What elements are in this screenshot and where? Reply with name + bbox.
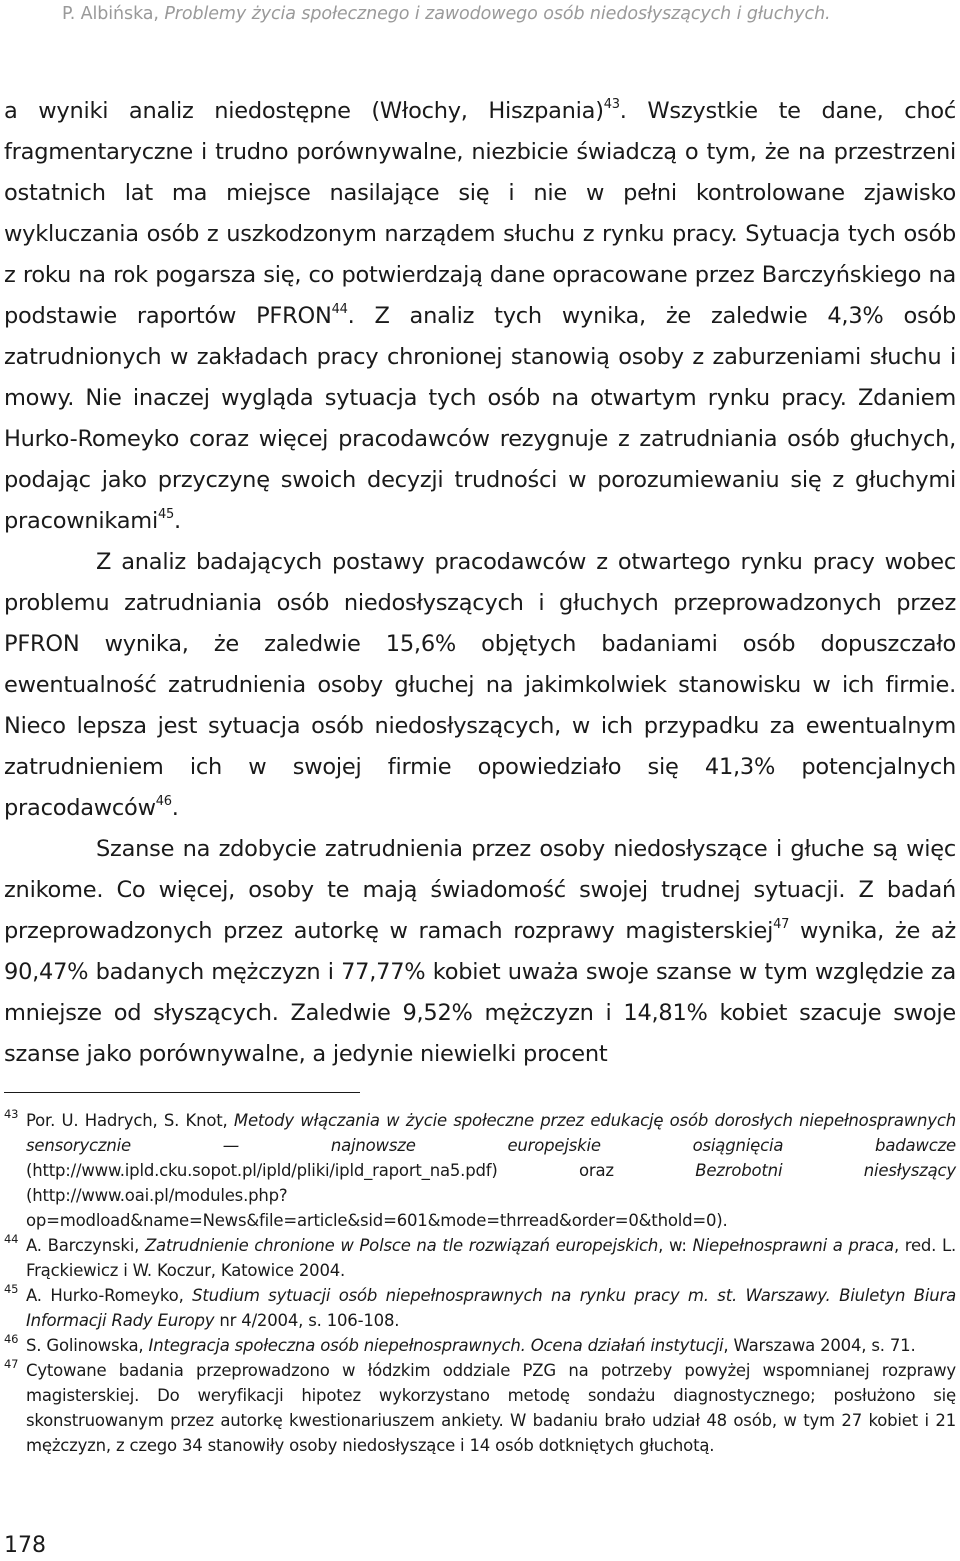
- footnote-title: Niepełnosprawni a praca: [692, 1236, 894, 1255]
- page-number: 178: [4, 1533, 46, 1558]
- main-text: [4, 91, 956, 1075]
- footnote-separator: [4, 1092, 360, 1093]
- footnote-46: [4, 1333, 956, 1358]
- footnote-45: [4, 1283, 956, 1333]
- footnote-ref-46[interactable]: 46: [155, 794, 172, 809]
- footnote-title: Bezrobotni niesłyszący: [695, 1161, 956, 1180]
- paragraph-3: [4, 829, 956, 1075]
- footnote-text: A. Hurko-Romeyko,: [26, 1286, 193, 1305]
- header-author: P. Albińska,: [62, 4, 165, 24]
- footnote-ref-45[interactable]: 45: [157, 507, 175, 522]
- footnote-text: , red. L. Frąckiewicz i W. Koczur, Katowice 2004.: [26, 1236, 957, 1280]
- paragraph-text: a wyniki analiz niedostępne (Włochy, Hiszpania): [4, 98, 604, 124]
- footnote-ref-44[interactable]: 44: [331, 302, 348, 317]
- footnote-number: 45: [4, 1282, 19, 1296]
- paragraph-text: Szanse na zdobycie zatrudnienia przez osoby niedosłyszące i głuche są więc znikome. Co więcej, osoby te mają świadomość swojej trudnej sytuacji. Z badań przeprowadzonych przez autorkę w ramach rozprawy magisterskiej: [4, 836, 956, 944]
- footnote-text: (http://www.ipld.cku.sopot.pl/ipld/pliki/ipld_raport_na5.pdf) oraz: [26, 1161, 696, 1180]
- footnotes: [4, 1108, 956, 1458]
- paragraph-2: [4, 542, 956, 829]
- footnote-ref-47[interactable]: 47: [773, 917, 790, 932]
- paragraph-text: wynika, że aż 90,47% badanych mężczyzn i 77,77% kobiet uważa swoje szanse w tym względzie za mniejsze od słyszących. Zaledwie 9,52% mężczyzn i 14,81% kobiet szacuje swoje szanse jako porównywalne, a jedynie niewielki procent: [4, 918, 956, 1067]
- footnote-title: Metody włączania w życie społeczne przez edukację osób dorosłych niepełnosprawnych sensorycznie — najnowsze europejskie osiągnięcia badawcze: [26, 1111, 956, 1155]
- running-header: [62, 4, 831, 24]
- footnote-number: 47: [4, 1357, 19, 1371]
- footnote-43: [4, 1108, 956, 1233]
- footnote-number: 44: [4, 1232, 19, 1246]
- paragraph-1: [4, 91, 956, 542]
- footnote-title: Zatrudnienie chronione w Polsce na tle rozwiązań europejskich: [144, 1236, 659, 1255]
- header-title: Problemy życia społecznego i zawodowego osób niedosłyszących i głuchych.: [164, 4, 831, 24]
- footnote-text: S. Golinowska,: [26, 1336, 149, 1355]
- footnote-text: Cytowane badania przeprowadzono w łódzkim oddziale PZG na potrzeby powyżej wspomnianej rozprawy magisterskiej. Do weryfikacji hipotez wykorzystano metodę sondażu diagnostycznego; posłużono się skonstruowanym przez autorkę kwestionariuszem ankiety. W badaniu brało udział 48 osób, w tym 27 kobiet i 21 mężczyzn, z czego 34 stanowiły osoby niedosłyszące i 14 osób dotkniętych głuchotą.: [26, 1361, 956, 1455]
- footnote-title: Integracja społeczna osób niepełnosprawnych. Ocena działań instytucji: [148, 1336, 724, 1355]
- footnote-text: A. Barczynski,: [26, 1236, 145, 1255]
- paragraph-text: Z analiz badających postawy pracodawców z otwartego rynku pracy wobec problemu zatrudniania osób niedosłyszących i głuchych przeprowadzonych przez PFRON wynika, że zaledwie 15,6% objętych badaniami osób dopuszczało ewentualność zatrudnienia osoby głuchej na jakimkolwiek stanowisku w ich firmie. Nieco lepsza jest sytuacja osób niedosłyszących, w ich przypadku za ewentualnym zatrudnieniem ich w swojej firmie opowiedziało się 41,3% potencjalnych pracodawców: [4, 549, 956, 821]
- footnote-text: nr 4/2004, s. 106-108.: [214, 1311, 400, 1330]
- footnote-text: , w:: [658, 1236, 693, 1255]
- footnote-text: , Warszawa 2004, s. 71.: [723, 1336, 916, 1355]
- footnote-number: 46: [4, 1332, 19, 1346]
- footnote-text: Por. U. Hadrych, S. Knot,: [26, 1111, 234, 1130]
- footnote-number: 43: [4, 1107, 19, 1121]
- footnote-title: Studium sytuacji osób niepełnosprawnych na rynku pracy m. st. Warszawy. Biuletyn Biura Informacji Rady Europy: [26, 1286, 957, 1330]
- paragraph-text: . Z analiz tych wynika, że zaledwie 4,3% osób zatrudnionych w zakładach pracy chronionej stanowią osoby z zaburzeniami słuchu i mowy. Nie inaczej wygląda sytuacja tych osób na otwartym rynku pracy. Zdaniem Hurko-Romeyko coraz więcej pracodawców rezygnuje z zatrudniania osób głuchych, podając jako przyczynę swoich decyzji trudności w porozumiewaniu się z głuchymi pracownikami: [4, 303, 956, 534]
- paragraph-text: .: [171, 795, 179, 821]
- paragraph-text: . Wszystkie te dane, choć fragmentaryczne i trudno porównywalne, niezbicie świadczą o tym, że na przestrzeni ostatnich lat ma miejsce nasilające się i nie w pełni kontrolowane zjawisko wykluczania osób z uszkodzonym narządem słuchu z rynku pracy. Sytuacja tych osób z roku na rok pogarsza się, co potwierdzają dane opracowane przez Barczyńskiego na podstawie raportów PFRON: [4, 98, 956, 329]
- footnote-44: [4, 1233, 956, 1283]
- footnote-text: (http://www.oai.pl/modules.php?op=modload&name=News&file=article&sid=601&mode=thrread&order=0&thold=0).: [26, 1186, 728, 1230]
- footnote-ref-43[interactable]: 43: [603, 97, 620, 112]
- paragraph-text: .: [174, 508, 181, 534]
- footnote-47: [4, 1358, 956, 1458]
